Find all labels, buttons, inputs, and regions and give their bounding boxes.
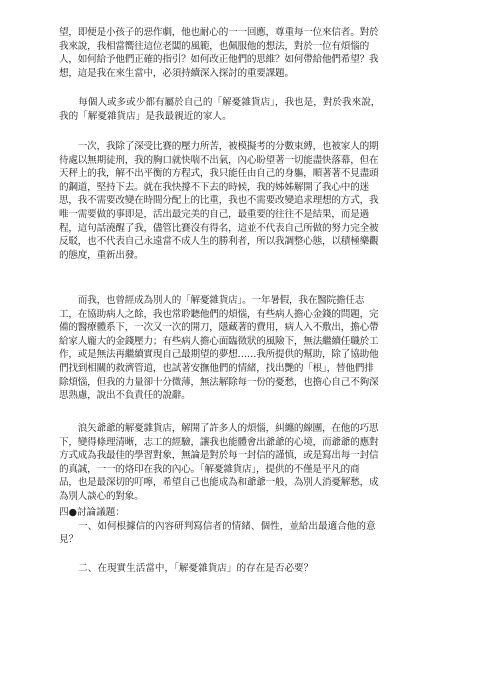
paragraph-grandpa: 浪矢爺爺的解憂雜貨店，解開了許多人的煩惱，糾纏的線團，在他的巧思 下，變得條理清晰，志工的經驗，讓我也能體會出爺爺的心境，而爺爺的應對 方式成為我最佳的學習對象，無論是對於每一封信的謹慎，或是寫出每一封信 的真誠，一一的烙印在我的內心。「解憂雜貨店」，提供的不僅是平凡的商 品，也是最深切的叮嚀，希望自己也能成為和爺爺一般，為別人消憂解愁，成 為別人談心的對象。 [59, 423, 379, 502]
discussion-section: 四●討論議題： 一、如何根據信的內容研判寫信者的情緒、個性，並給出最適合他的意 見？ [59, 507, 376, 546]
paragraph-sister-advice: 一次，我除了深受比賽的壓力所苦，被模擬考的分數束縛，也被家人的期 待處以無期徒刑，我的胸口就快喘不出氣，內心盼望著一切能盡快落幕，但在 天秤上的我，解不出平衡的方程式，我只能任由自己的身軀，順著著不見盡頭 的鋼道，堅持下去。就在我快撐不下去的時候，我的姊姊解開了我心中的迷 思，我不需要改變在時間分配上的比重，我也不需要改變追求理想的方式，我 唯一需要做的事即是，活出最完美的自己，最重要的往往不是結果，而是過 程，這句話澆醒了我，儘管比賽沒有得名，這並不代表自己所做的努力完全被 反駁，也不代表自己永遠當不成人生的勝利者，所以我調整心態，以積極樂觀 的態度，重新出發。 [59, 141, 379, 261]
discussion-question-2: 二、在現實生活當中，「解憂雜貨店」的存在是否必要？ [59, 563, 314, 574]
paragraph-own-store: 每個人或多或少都有屬於自己的「解憂雜貨店」，我也是，對於我來說， 我的「解憂雜貨店」是我最親近的家人。 [59, 97, 381, 122]
paragraph-volunteer: 而我，也曾經成為別人的「解憂雜貨店」。一年暑假，我在醫院擔任志 工，在協助病人之餘，我也常聆聽他們的煩惱，有些病人擔心金錢的問題，完 備的醫療體系下，一次又一次的開刀，隱藏著的費用，病人入不敷出，擔心帶 給家人龐大的金錢壓力；有些病人擔心面臨徵狀的風險下，無法繼續任職於工 作，或是無法再繼續實現自己最期望的夢想……我所提供的幫助，除了協助他 們找到相關的救濟管道，也試著安撫他們的情緒，找出艷的「根」，替他們排 除煩惱，但我的力量卻十分微薄，無法解除每一份的憂愁，也擔心自己不夠深 思熟慮，說出不負責任的說辭。 [59, 295, 379, 402]
paragraph-continuation: 望，即便是小孩子的惡作劇，他也耐心的一一回應，尊重每一位來信者。對於 我來說，我相當嚮往這位老闆的風範，也佩服他的想法，對於一位有煩惱的 人，如何給予他們正確的指引？如何改正他們的思維？如何帶給他們希望？我 想，這是我在來生當中，必須持續深入探討的重要課題。 [59, 27, 379, 79]
